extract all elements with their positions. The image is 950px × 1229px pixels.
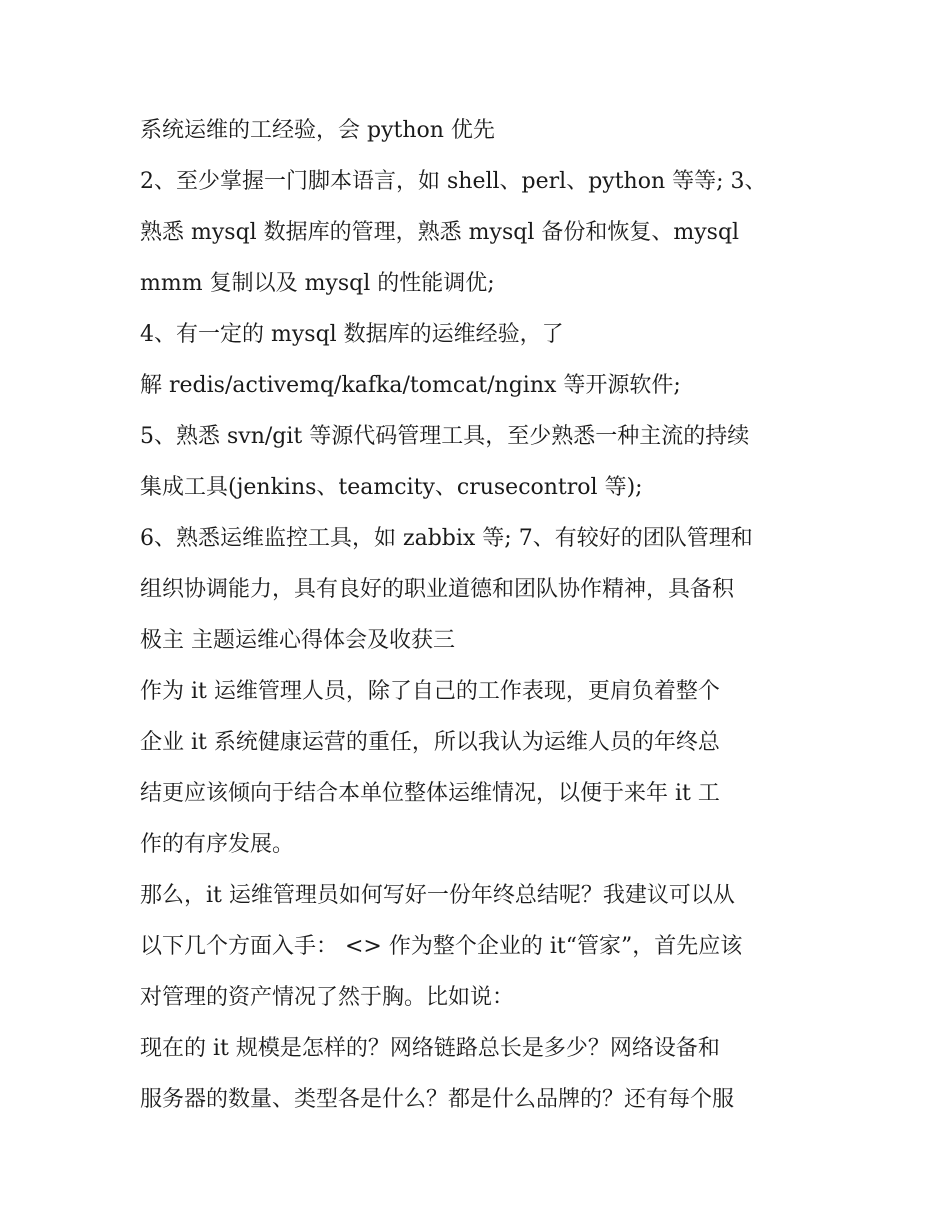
text-line: 集成工具(jenkins、teamcity、crusecontrol 等);: [140, 475, 643, 500]
text-line: 极主 主题运维心得体会及收获三: [140, 628, 455, 653]
text-line: 6、熟悉运维监控工具，如 zabbix 等; 7、有较好的团队管理和: [140, 526, 753, 551]
text-line: 作的有序发展。: [140, 832, 295, 857]
text-line: 作为 it 运维管理人员，除了自己的工作表现，更肩负着整个: [140, 679, 720, 704]
text-line: 那么，it 运维管理员如何写好一份年终总结呢？我建议可以从: [140, 883, 735, 908]
text-line: 企业 it 系统健康运营的重任，所以我认为运维人员的年终总: [140, 730, 720, 755]
text-line: 2、至少掌握一门脚本语言，如 shell、perl、python 等等; 3、: [140, 169, 767, 194]
text-line: 解 redis/activemq/kafka/tomcat/nginx 等开源软件;: [140, 373, 681, 398]
text-line: mmm 复制以及 mysql 的性能调优;: [140, 271, 495, 296]
text-line: 以下几个方面入手： <> 作为整个企业的 it“管家”，首先应该: [140, 934, 743, 959]
text-line: 组织协调能力，具有良好的职业道德和团队协作精神，具备积: [140, 577, 735, 602]
text-line: 4、有一定的 mysql 数据库的运维经验，了: [140, 322, 564, 347]
text-line: 熟悉 mysql 数据库的管理，熟悉 mysql 备份和恢复、mysql: [140, 220, 740, 245]
document-body: [140, 105, 830, 1125]
text-line: 现在的 it 规模是怎样的？网络链路总长是多少？网络设备和: [140, 1036, 720, 1061]
text-line: 5、熟悉 svn/git 等源代码管理工具，至少熟悉一种主流的持续: [140, 424, 750, 449]
text-line: 对管理的资产情况了然于胸。比如说：: [140, 985, 515, 1010]
text-line: 结更应该倾向于结合本单位整体运维情况，以便于来年 it 工: [140, 781, 720, 806]
text-line: 系统运维的工经验，会 python 优先: [140, 118, 495, 143]
text-line: 服务器的数量、类型各是什么？都是什么品牌的？还有每个服: [140, 1087, 735, 1112]
